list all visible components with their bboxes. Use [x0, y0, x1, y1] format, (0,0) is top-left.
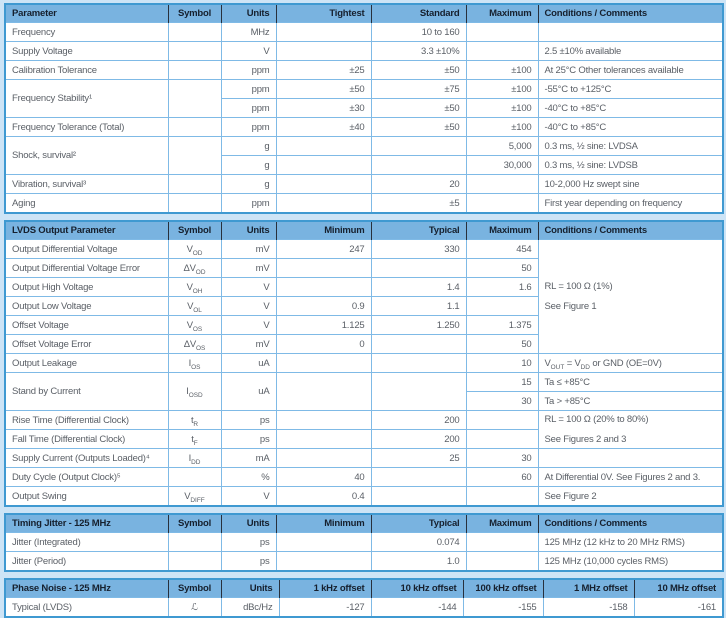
parameter-cell: Frequency Tolerance (Total) — [5, 118, 168, 137]
value-cell — [538, 240, 723, 354]
value-cell: Ta > +85°C — [538, 392, 723, 411]
value-cell — [371, 335, 466, 354]
value-cell — [371, 156, 466, 175]
value-cell: 10 to 160 — [371, 23, 466, 42]
value-cell: ppm — [221, 80, 276, 99]
column-header: Conditions / Comments — [538, 514, 723, 533]
value-cell: 1.250 — [371, 316, 466, 335]
column-header: Timing Jitter - 125 MHz — [5, 514, 168, 533]
value-cell: 10 — [466, 354, 538, 373]
value-cell: g — [221, 175, 276, 194]
value-cell — [371, 373, 466, 411]
value-cell — [276, 449, 371, 468]
parameter-spec-table — [4, 3, 724, 214]
value-cell: V — [221, 42, 276, 61]
value-cell: -144 — [371, 598, 463, 618]
value-cell: 1.1 — [371, 297, 466, 316]
comment-block — [545, 278, 721, 315]
value-cell — [168, 411, 221, 430]
value-cell: 330 — [371, 240, 466, 259]
value-cell: ±30 — [276, 99, 371, 118]
text-part: V — [186, 243, 193, 255]
value-cell — [168, 487, 221, 507]
value-cell — [168, 23, 221, 42]
column-header: Units — [221, 221, 276, 240]
value-cell: See Figure 2 — [538, 487, 723, 507]
value-cell — [168, 42, 221, 61]
value-cell: 200 — [371, 411, 466, 430]
parameter-cell: Output Differential Voltage Error — [5, 259, 168, 278]
value-cell: 0.3 ms, ½ sine: LVDSB — [538, 156, 723, 175]
text-part: ΔV — [183, 262, 196, 274]
column-header: 100 kHz offset — [463, 579, 543, 598]
value-cell: -40°C to +85°C — [538, 99, 723, 118]
column-header: Maximum — [466, 4, 538, 23]
value-cell: ±50 — [371, 99, 466, 118]
value-cell — [276, 175, 371, 194]
value-cell — [371, 487, 466, 507]
text-part: V — [186, 319, 193, 331]
value-cell: At 25°C Other tolerances available — [538, 61, 723, 80]
column-header: 1 kHz offset — [279, 579, 371, 598]
text-part: V — [184, 490, 191, 502]
value-cell: ±100 — [466, 61, 538, 80]
column-header: Symbol — [168, 221, 221, 240]
parameter-cell: Output Swing — [5, 487, 168, 507]
table-row — [5, 194, 723, 214]
value-cell — [168, 278, 221, 297]
table-row — [5, 175, 723, 194]
value-cell: mV — [221, 259, 276, 278]
table-row — [5, 411, 723, 430]
value-cell: 0 — [276, 335, 371, 354]
parameter-cell: Aging — [5, 194, 168, 214]
parameter-cell: Output Low Voltage — [5, 297, 168, 316]
value-cell — [276, 278, 371, 297]
value-cell: ±50 — [371, 61, 466, 80]
value-cell: uA — [221, 354, 276, 373]
text-part: or GND (OE=0V) — [589, 357, 662, 369]
value-cell: 454 — [466, 240, 538, 259]
table-row — [5, 61, 723, 80]
column-header: 10 MHz offset — [634, 579, 723, 598]
column-header: Symbol — [168, 514, 221, 533]
value-cell: g — [221, 156, 276, 175]
value-cell: 1.6 — [466, 278, 538, 297]
value-cell: ps — [221, 430, 276, 449]
value-cell — [466, 23, 538, 42]
value-cell: 20 — [371, 175, 466, 194]
value-cell: ppm — [221, 61, 276, 80]
value-cell: MHz — [221, 23, 276, 42]
table-row — [5, 373, 723, 392]
text-part: OD — [195, 268, 206, 276]
parameter-cell: Rise Time (Differential Clock) — [5, 411, 168, 430]
value-cell: 1.375 — [466, 316, 538, 335]
value-cell: ps — [221, 533, 276, 552]
column-header: LVDS Output Parameter — [5, 221, 168, 240]
timing-jitter-spec-table — [4, 513, 724, 572]
value-cell — [466, 42, 538, 61]
value-cell: mV — [221, 335, 276, 354]
value-cell — [168, 194, 221, 214]
header-row — [5, 221, 723, 240]
text-part: = V — [564, 357, 581, 369]
value-cell: 15 — [466, 373, 538, 392]
value-cell: ±5 — [371, 194, 466, 214]
value-cell — [466, 552, 538, 572]
table-row — [5, 354, 723, 373]
value-cell: 60 — [466, 468, 538, 487]
text-part: DD — [580, 363, 590, 371]
value-cell — [276, 373, 371, 411]
text-part: DIFF — [190, 496, 205, 504]
value-cell — [466, 194, 538, 214]
text-part: t — [190, 414, 194, 426]
column-header: Typical — [371, 221, 466, 240]
table-row — [5, 552, 723, 572]
parameter-cell: Shock, survival² — [5, 137, 168, 175]
value-cell — [276, 533, 371, 552]
value-cell — [466, 175, 538, 194]
value-cell: -127 — [279, 598, 371, 618]
value-cell: dBc/Hz — [221, 598, 279, 618]
comment-block — [545, 411, 721, 448]
value-cell — [168, 354, 221, 373]
value-cell: ±100 — [466, 80, 538, 99]
value-cell: 125 MHz (12 kHz to 20 MHz RMS) — [538, 533, 723, 552]
column-header: Maximum — [466, 221, 538, 240]
value-cell — [276, 156, 371, 175]
value-cell — [466, 297, 538, 316]
value-cell — [276, 411, 371, 430]
parameter-cell: Calibration Tolerance — [5, 61, 168, 80]
value-cell: 1.125 — [276, 316, 371, 335]
value-cell — [168, 316, 221, 335]
value-cell: V — [221, 297, 276, 316]
comment-line: See Figures 2 and 3 — [544, 434, 627, 445]
value-cell — [168, 137, 221, 175]
value-cell: -55°C to +125°C — [538, 80, 723, 99]
text-part: F — [193, 439, 198, 447]
value-cell: ±50 — [276, 80, 371, 99]
value-cell — [168, 373, 221, 411]
column-header: Tightest — [276, 4, 371, 23]
value-cell: 0.4 — [276, 487, 371, 507]
column-header: Maximum — [466, 514, 538, 533]
text-part: OUT — [550, 363, 565, 371]
value-cell: -158 — [543, 598, 634, 618]
value-cell — [168, 118, 221, 137]
table-row — [5, 240, 723, 259]
value-cell: V — [221, 487, 276, 507]
comment-line: RL = 100 Ω (20% to 80%) — [544, 414, 649, 425]
header-row — [5, 4, 723, 23]
comment-line: RL = 100 Ω (1%) — [544, 281, 613, 292]
value-cell: 50 — [466, 259, 538, 278]
text-part: OS — [192, 325, 203, 333]
column-header: 1 MHz offset — [543, 579, 634, 598]
text-part: R — [193, 420, 199, 428]
value-cell — [466, 430, 538, 449]
column-header: Conditions / Comments — [538, 4, 723, 23]
text-part: OS — [195, 344, 206, 352]
table-row — [5, 80, 723, 99]
parameter-cell: Duty Cycle (Output Clock)⁵ — [5, 468, 168, 487]
value-cell: -40°C to +85°C — [538, 118, 723, 137]
value-cell: 30 — [466, 449, 538, 468]
text-part: DD — [191, 458, 201, 466]
parameter-cell: Supply Current (Outputs Loaded)⁴ — [5, 449, 168, 468]
value-cell — [168, 80, 221, 118]
parameter-cell: Jitter (Integrated) — [5, 533, 168, 552]
value-cell: 125 MHz (10,000 cycles RMS) — [538, 552, 723, 572]
table-row — [5, 23, 723, 42]
value-cell: V — [221, 278, 276, 297]
value-cell — [168, 240, 221, 259]
table-row — [5, 42, 723, 61]
value-cell: ±100 — [466, 99, 538, 118]
table-row — [5, 118, 723, 137]
parameter-cell: Vibration, survival³ — [5, 175, 168, 194]
value-cell: 3.3 ±10% — [371, 42, 466, 61]
value-cell: ps — [221, 411, 276, 430]
text-part: OL — [193, 306, 202, 314]
column-header: Symbol — [168, 579, 221, 598]
parameter-cell: Stand by Current — [5, 373, 168, 411]
column-header: 10 kHz offset — [371, 579, 463, 598]
value-cell — [276, 137, 371, 156]
value-cell — [168, 175, 221, 194]
value-cell — [168, 449, 221, 468]
value-cell: 0.3 ms, ½ sine: LVDSA — [538, 137, 723, 156]
value-cell — [168, 533, 221, 552]
value-cell — [276, 194, 371, 214]
value-cell — [371, 259, 466, 278]
value-cell: 25 — [371, 449, 466, 468]
value-cell — [168, 468, 221, 487]
value-cell: 247 — [276, 240, 371, 259]
parameter-cell: Fall Time (Differential Clock) — [5, 430, 168, 449]
value-cell: -161 — [634, 598, 723, 618]
parameter-cell: Offset Voltage — [5, 316, 168, 335]
text-part: V — [187, 300, 194, 312]
value-cell: ppm — [221, 99, 276, 118]
table-row — [5, 468, 723, 487]
value-cell: 1.0 — [371, 552, 466, 572]
column-header: Units — [221, 579, 279, 598]
value-cell — [168, 335, 221, 354]
value-cell — [466, 411, 538, 430]
parameter-cell: Output High Voltage — [5, 278, 168, 297]
parameter-cell: Supply Voltage — [5, 42, 168, 61]
value-cell — [168, 552, 221, 572]
value-cell: First year depending on frequency — [538, 194, 723, 214]
column-header: Units — [221, 4, 276, 23]
value-cell: ps — [221, 552, 276, 572]
value-cell — [168, 430, 221, 449]
value-cell: 30 — [466, 392, 538, 411]
parameter-cell: Offset Voltage Error — [5, 335, 168, 354]
table-row — [5, 449, 723, 468]
text-part: ΔV — [183, 338, 196, 350]
value-cell: 30,000 — [466, 156, 538, 175]
value-cell: -155 — [463, 598, 543, 618]
value-cell: Ta ≤ +85°C — [538, 373, 723, 392]
value-cell: 2.5 ±10% available — [538, 42, 723, 61]
value-cell: ±25 — [276, 61, 371, 80]
value-cell: ±50 — [371, 118, 466, 137]
parameter-cell: Output Differential Voltage — [5, 240, 168, 259]
value-cell — [538, 449, 723, 468]
header-row — [5, 579, 723, 598]
value-cell — [276, 259, 371, 278]
value-cell: ppm — [221, 194, 276, 214]
header-row — [5, 514, 723, 533]
value-cell: V — [221, 316, 276, 335]
comment-line: See Figure 1 — [544, 301, 597, 312]
text-part: I — [188, 357, 192, 369]
value-cell — [538, 411, 723, 449]
text-part: V — [544, 357, 551, 369]
value-cell: 200 — [371, 430, 466, 449]
column-header: Minimum — [276, 514, 371, 533]
value-cell — [276, 552, 371, 572]
value-cell: ±75 — [371, 80, 466, 99]
text-part: OH — [192, 287, 203, 295]
value-cell: 1.4 — [371, 278, 466, 297]
text-part: t — [191, 433, 194, 445]
value-cell: ppm — [221, 118, 276, 137]
value-cell: % — [221, 468, 276, 487]
value-cell: 0.9 — [276, 297, 371, 316]
table-row — [5, 487, 723, 507]
phase-noise-spec-table — [4, 578, 724, 618]
value-cell: mA — [221, 449, 276, 468]
value-cell: ±40 — [276, 118, 371, 137]
parameter-cell: Typical (LVDS) — [5, 598, 168, 618]
value-cell — [538, 354, 723, 373]
value-cell: 10-2,000 Hz swept sine — [538, 175, 723, 194]
value-cell — [371, 468, 466, 487]
table-row — [5, 598, 723, 618]
parameter-cell: Frequency — [5, 23, 168, 42]
parameter-cell: Output Leakage — [5, 354, 168, 373]
text-part: V — [186, 281, 193, 293]
value-cell: At Differential 0V. See Figures 2 and 3. — [538, 468, 723, 487]
value-cell — [538, 23, 723, 42]
value-cell — [168, 61, 221, 80]
column-header: Units — [221, 514, 276, 533]
value-cell — [276, 23, 371, 42]
text-part: I — [186, 386, 189, 397]
value-cell: 50 — [466, 335, 538, 354]
value-cell — [276, 430, 371, 449]
text-part: OS — [191, 363, 201, 371]
text-part: OSD — [188, 391, 203, 399]
value-cell — [466, 487, 538, 507]
parameter-cell: Frequency Stability¹ — [5, 80, 168, 118]
column-header: Phase Noise - 125 MHz — [5, 579, 168, 598]
column-header: Symbol — [168, 4, 221, 23]
value-cell — [168, 297, 221, 316]
parameter-cell: Jitter (Period) — [5, 552, 168, 572]
value-cell: ℒ — [168, 598, 221, 618]
value-cell: mV — [221, 240, 276, 259]
column-header: Standard — [371, 4, 466, 23]
lvds-output-spec-table — [4, 220, 724, 507]
value-cell — [276, 42, 371, 61]
value-cell — [168, 259, 221, 278]
value-cell — [371, 137, 466, 156]
table-row — [5, 137, 723, 156]
column-header: Minimum — [276, 221, 371, 240]
value-cell: g — [221, 137, 276, 156]
value-cell: 5,000 — [466, 137, 538, 156]
text-part: I — [188, 452, 192, 464]
value-cell: ±100 — [466, 118, 538, 137]
value-cell: 40 — [276, 468, 371, 487]
value-cell — [276, 354, 371, 373]
text-part: OD — [192, 249, 203, 257]
column-header: Typical — [371, 514, 466, 533]
value-cell: 0.074 — [371, 533, 466, 552]
value-cell: uA — [221, 373, 276, 411]
column-header: Parameter — [5, 4, 168, 23]
table-row — [5, 533, 723, 552]
value-cell — [466, 533, 538, 552]
value-cell — [371, 354, 466, 373]
column-header: Conditions / Comments — [538, 221, 723, 240]
